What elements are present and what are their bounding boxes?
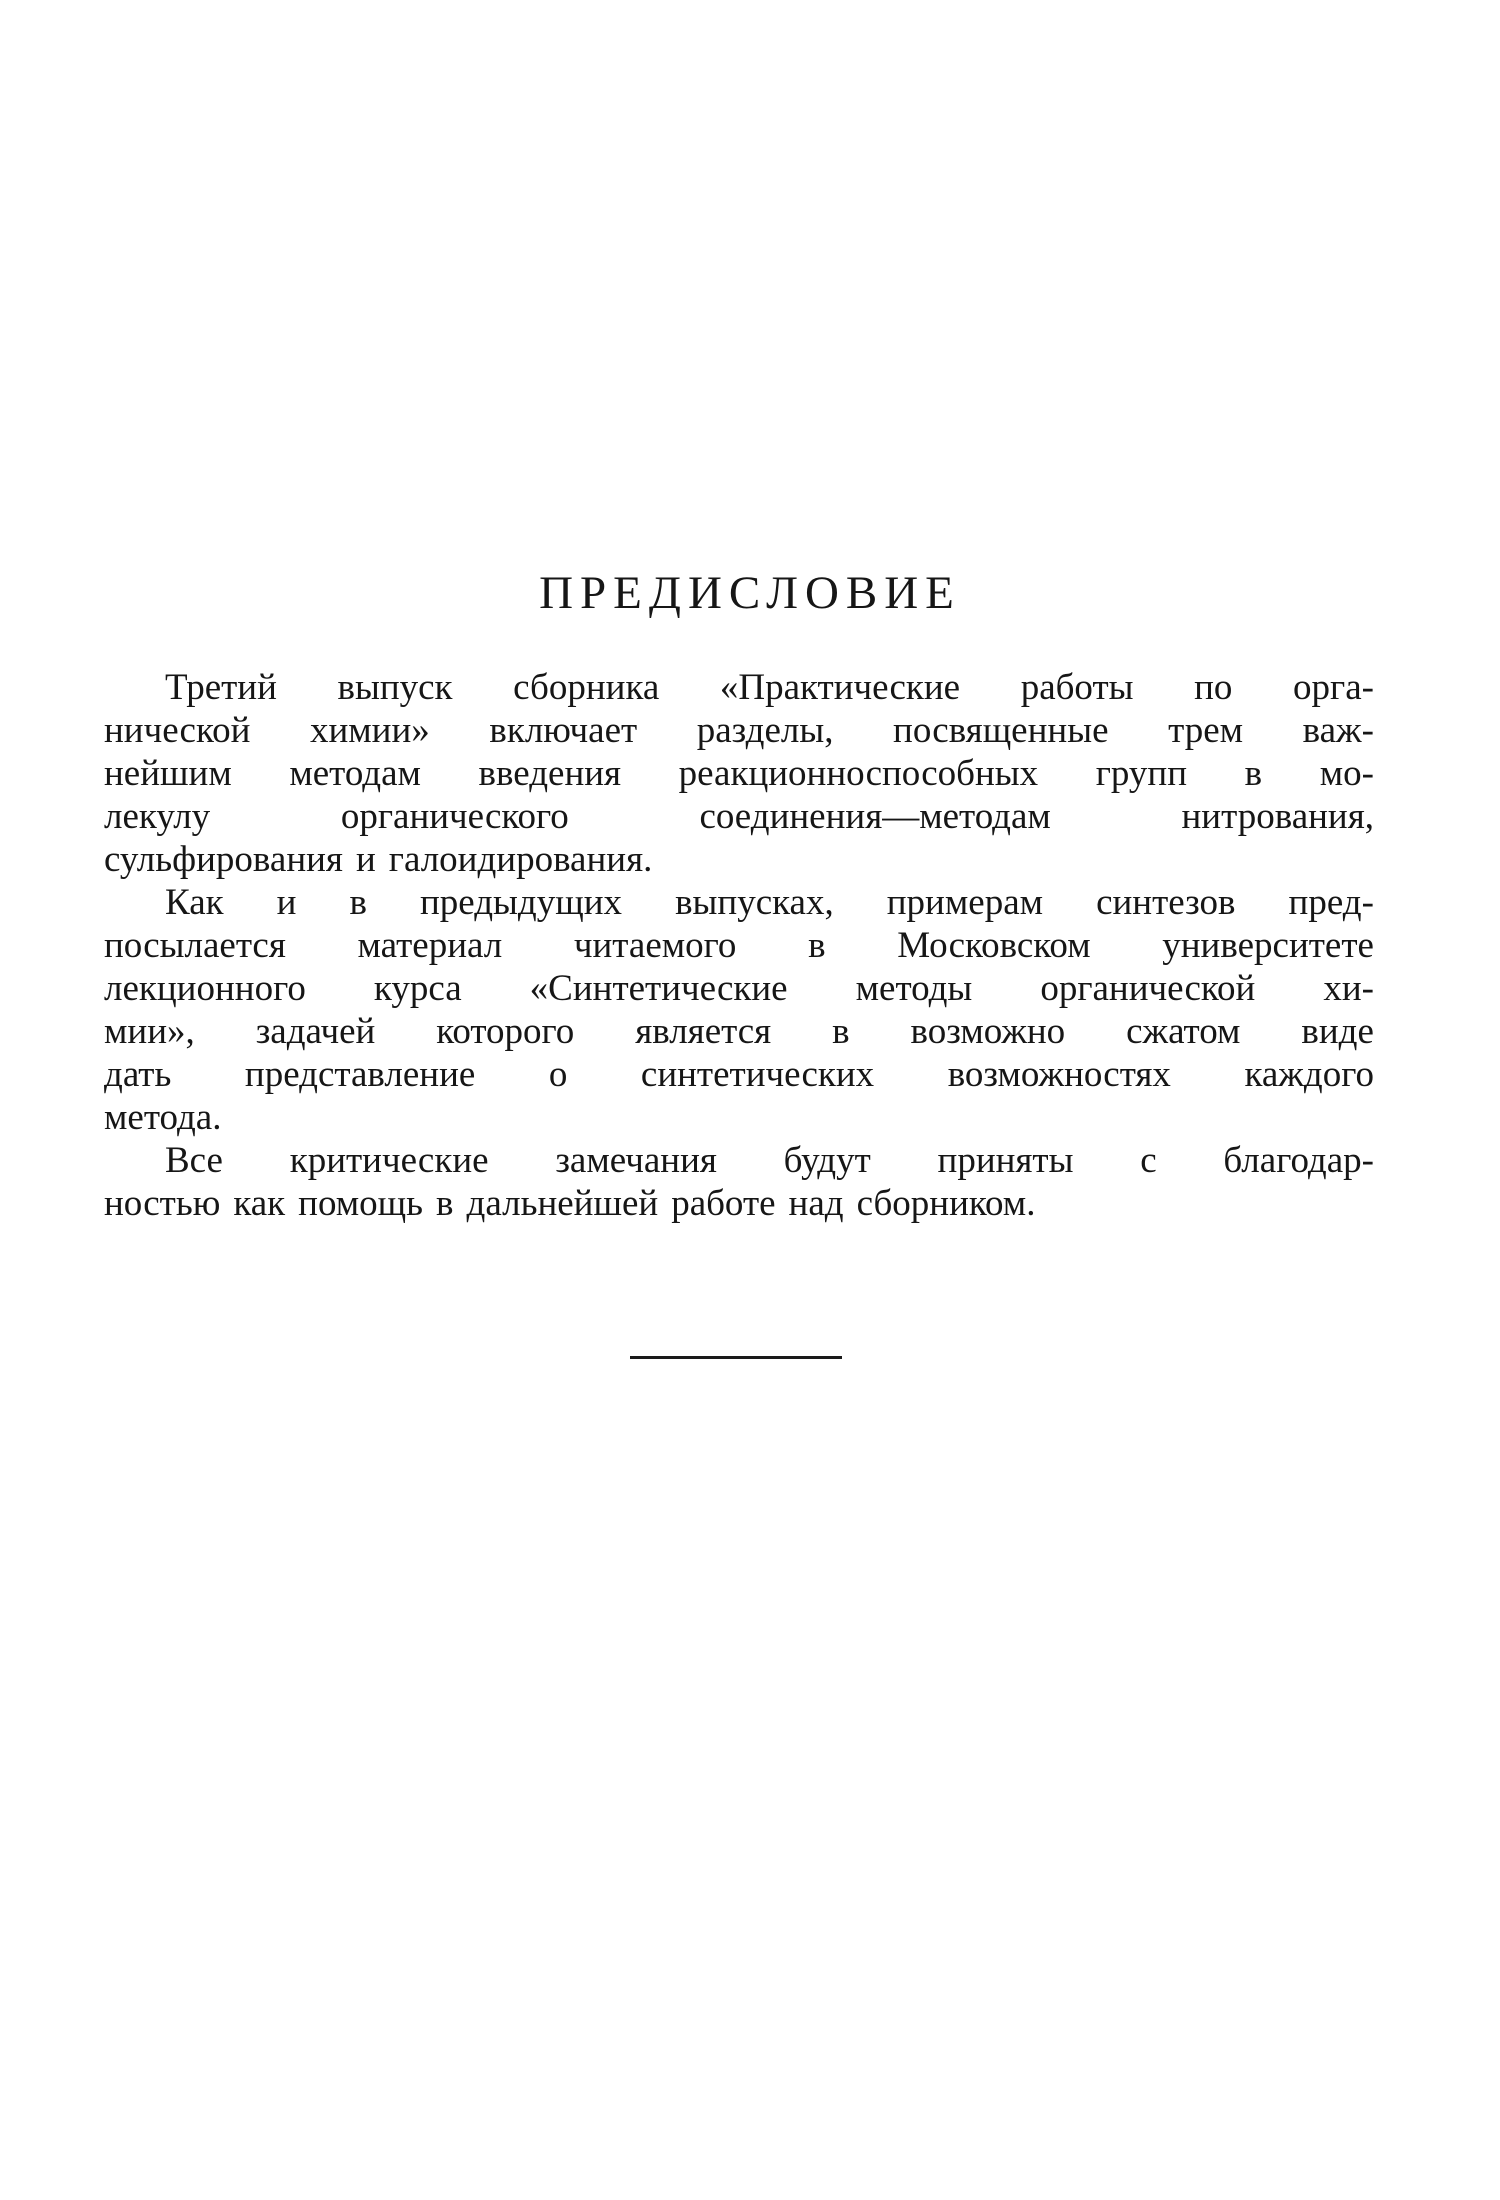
text-line: посылается материал читаемого в Московском университете [104,925,1374,966]
text-line: мии», задачей которого является в возможно сжатом виде [104,1011,1374,1052]
text-line: сульфирования и галоидирования. [104,839,653,880]
preface-text [104,666,1374,1225]
text-line: лекулу органического соединения—методам нитрования, [104,796,1374,837]
text-line: метода. [104,1097,222,1138]
text-line: Все критические замечания будут приняты с благодар- [165,1140,1374,1181]
closing-rule [630,1356,842,1359]
text-line: нейшим методам введения реакционноспособных групп в мо- [104,753,1374,794]
text-line: лекционного курса «Синтетические методы органической хи- [104,968,1374,1009]
text-line: дать представление о синтетических возможностях каждого [104,1054,1374,1095]
text-line: Как и в предыдущих выпусках, примерам синтезов пред- [165,882,1374,923]
page-title: ПРЕДИСЛОВИЕ [539,567,961,619]
text-line: нической химии» включает разделы, посвященные трем важ- [104,710,1374,751]
text-line: Третий выпуск сборника «Практические работы по орга- [165,667,1374,708]
text-line: ностью как помощь в дальнейшей работе над сборником. [104,1183,1036,1224]
